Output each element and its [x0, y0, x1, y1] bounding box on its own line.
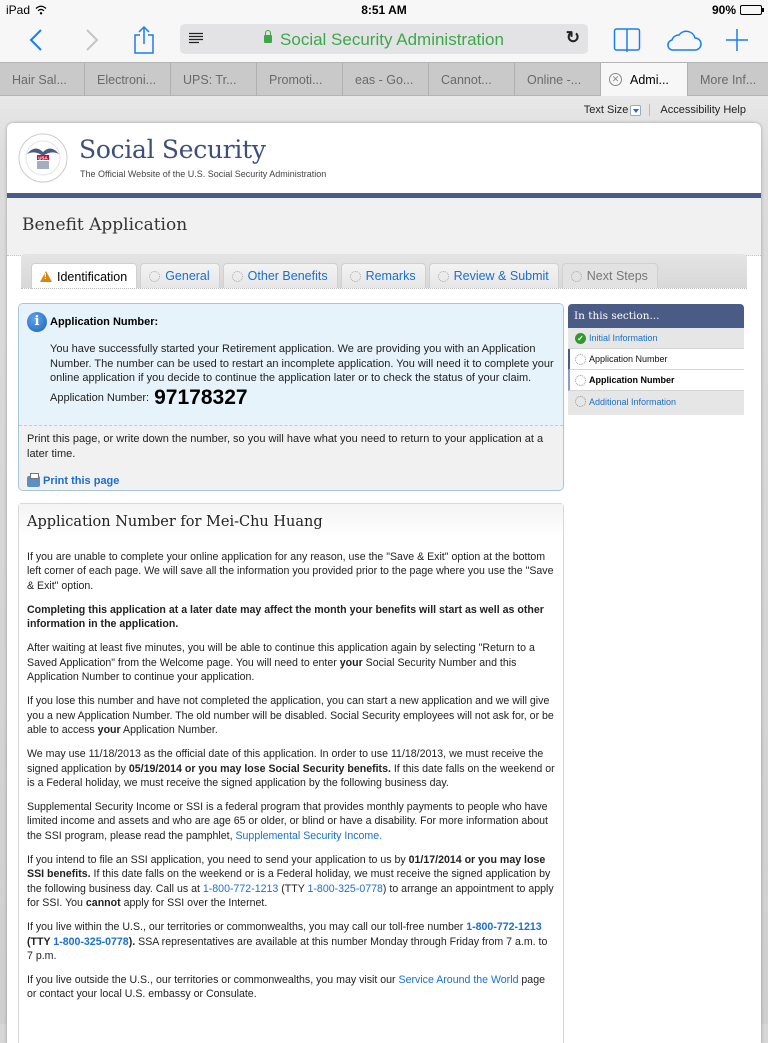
forward-button[interactable] [80, 24, 104, 56]
ssa-seal-logo[interactable] [17, 132, 69, 184]
new-tab-button[interactable] [724, 24, 750, 56]
paragraph: If you intend to file an SSI application, you need to send your application to us by 01/17/2014 or you may lose SSI benefits. If this date falls on the weekend or is a Federal holiday, we must receive the signed application by the following business day. Call us at 1-800-772-1213 (TTY 1-800-325-0778) to arrange an appointment to apply for SSI. You cannot apply for SSI over the Internet. [27, 854, 554, 909]
service-around-world-link[interactable]: Service Around the World [398, 974, 519, 987]
paragraph: If you lose this number and have not completed the application, you can start a new application and we will give you a new Application Number. The old number will be disabled. Social Security employees will not ask for, or be able to access your Application Number. [27, 695, 554, 736]
circle-icon [232, 271, 243, 282]
site-subtitle: The Official Website of the U.S. Social Security Administration [80, 169, 327, 179]
application-number-value: 97178327 [154, 386, 248, 409]
alert-heading: Application Number: [50, 316, 159, 328]
utility-links [584, 104, 746, 116]
tab-identification[interactable]: ! Identification [31, 263, 137, 289]
paragraph-warning: Completing this application at a later date may affect the month your benefits will start as well as other information in the application. [27, 603, 544, 631]
section-nav-heading: In this section... [568, 304, 744, 328]
paragraph: If you live within the U.S., our territories or commonwealths, you may call our toll-free number 1-800-772-1213 (TTY 1-800-325-0778). SSA representatives are available at this number Monday through Friday from 7 a.m. to 7 p.m. [27, 921, 548, 962]
battery-percent: 90% [711, 3, 736, 17]
tab-general[interactable]: General [140, 263, 219, 288]
battery-icon [740, 5, 762, 15]
book-icon [613, 27, 641, 53]
tty-link[interactable]: 1-800-325-0778 [53, 935, 129, 948]
clock: 8:51 AM [361, 3, 407, 17]
status-bar [0, 0, 768, 20]
info-icon: i [27, 312, 47, 332]
check-icon: ✓ [575, 333, 586, 344]
back-button[interactable] [24, 24, 48, 56]
circle-icon [438, 271, 449, 282]
cloud-icon [666, 28, 702, 52]
browser-tab[interactable]: More Inf... [700, 72, 757, 87]
circle-icon [575, 396, 586, 407]
panel-title: Application Number for Mei-Chu Huang [19, 504, 563, 538]
device-name: iPad [6, 3, 31, 17]
browser-toolbar [0, 20, 768, 62]
section-nav [568, 304, 744, 415]
browser-tab[interactable]: Promoti... [257, 63, 343, 96]
warning-icon [40, 271, 52, 282]
section-item-additional-information[interactable]: Additional Information [568, 391, 744, 412]
page-container [7, 123, 761, 1043]
tab-other-benefits[interactable]: Other Benefits [223, 263, 338, 288]
tab-remarks[interactable]: Remarks [341, 263, 426, 288]
ssi-pamphlet-link[interactable]: Supplemental Security Income. [235, 829, 383, 842]
browser-tab[interactable]: Cannot... [429, 63, 515, 96]
svg-text:USA: USA [38, 155, 48, 161]
section-item-application-number-current[interactable]: Application Number [568, 370, 744, 391]
circle-icon [575, 354, 586, 365]
chevron-left-icon [29, 28, 43, 52]
section-item-application-number[interactable]: Application Number [568, 349, 744, 370]
circle-icon [575, 375, 586, 386]
phone-link[interactable]: 1-800-772-1213 [202, 882, 279, 895]
application-number-alert [18, 303, 564, 491]
tab-review-submit[interactable]: Review & Submit [429, 263, 559, 288]
browser-tab-active[interactable]: ✕ Admi... [601, 63, 688, 96]
browser-tab[interactable]: UPS: Tr... [171, 63, 257, 96]
icloud-tabs-button[interactable] [664, 24, 704, 56]
section-item-initial-information[interactable]: ✓ Initial Information [568, 328, 744, 349]
paragraph: If you are unable to complete your online application for any reason, use the "Save & Exit" option at the bottom left corner of each page. We will save all the information you provided prior to the page where you use the "Save & Exit" option. [27, 551, 554, 592]
chevron-right-icon [85, 28, 99, 52]
paragraph: After waiting at least five minutes, you will be able to continue this application again by selecting "Return to a Saved Application" from the Welcome page. You will need to enter your Social Security Number and this Application Number to continue your application. [27, 642, 535, 684]
application-number-panel [18, 503, 564, 1043]
print-page-link[interactable]: Print this page [27, 474, 555, 489]
paragraph: We may use 11/18/2013 as the official date of this application. In order to use 11/18/2013, we must receive the signed application by 05/19/2014 or you may lose Social Security benefits. If this date falls on the weekend or is a Federal holiday, we must receive the signed application by the following business day. [27, 748, 555, 789]
share-icon [133, 25, 155, 55]
browser-tab[interactable]: Hair Sal... [0, 63, 85, 96]
address-bar[interactable] [180, 24, 588, 54]
text-size-dropdown[interactable] [630, 105, 641, 116]
print-note: Print this page, or write down the number, so you will have what you need to return to your application at a later time. [27, 433, 544, 460]
paragraph: If you live outside the U.S., our territories or commonwealths, you may visit our Service Around the World page or contact your local U.S. embassy or Consulate. [27, 974, 545, 1001]
reload-icon[interactable]: ↻ [565, 28, 580, 47]
site-header [7, 123, 761, 193]
browser-tab[interactable]: Online -... [515, 63, 601, 96]
step-tabs [21, 254, 747, 288]
tab-next-steps: Next Steps [562, 263, 658, 288]
browser-tabs [0, 62, 768, 96]
browser-tab[interactable]: Electroni... [85, 63, 171, 96]
text-size-label: Text Size [583, 104, 629, 116]
application-number: Application Number: 97178327 [50, 386, 248, 409]
site-title: Social Security [79, 135, 266, 164]
page-title: Benefit Application [22, 215, 188, 235]
alert-text: You have successfully started your Retirement application. We are providing you with an Application Number. The number can be used to restart an incomplete application. You will need it to complete your online application if you decide to continue the application later or to check the status of your claim. [50, 343, 554, 384]
printer-icon [27, 476, 40, 487]
web-content [0, 96, 768, 1024]
address-title: Social Security Administration [280, 30, 504, 49]
share-button[interactable] [130, 24, 158, 56]
circle-icon [350, 271, 361, 282]
paragraph: Supplemental Security Income or SSI is a federal program that provides monthly payments to people who have limited income and assets and who are age 65 or older, or blind or have a disability. For more information about the SSI program, please read the pamphlet, Supplemental Security Income. [27, 801, 548, 842]
application-header [7, 198, 761, 256]
browser-tab[interactable]: eas - Go... [343, 63, 429, 96]
circle-icon [571, 271, 582, 282]
bookmarks-button[interactable] [612, 24, 642, 56]
close-tab-icon[interactable]: ✕ [609, 73, 622, 86]
tty-link[interactable]: 1-800-325-0778 [307, 882, 383, 895]
accessibility-help-link[interactable]: Accessibility Help [660, 104, 746, 116]
plus-icon [725, 28, 749, 52]
circle-icon [149, 271, 160, 282]
lock-icon [264, 35, 272, 43]
phone-link[interactable]: 1-800-772-1213 [466, 921, 542, 934]
